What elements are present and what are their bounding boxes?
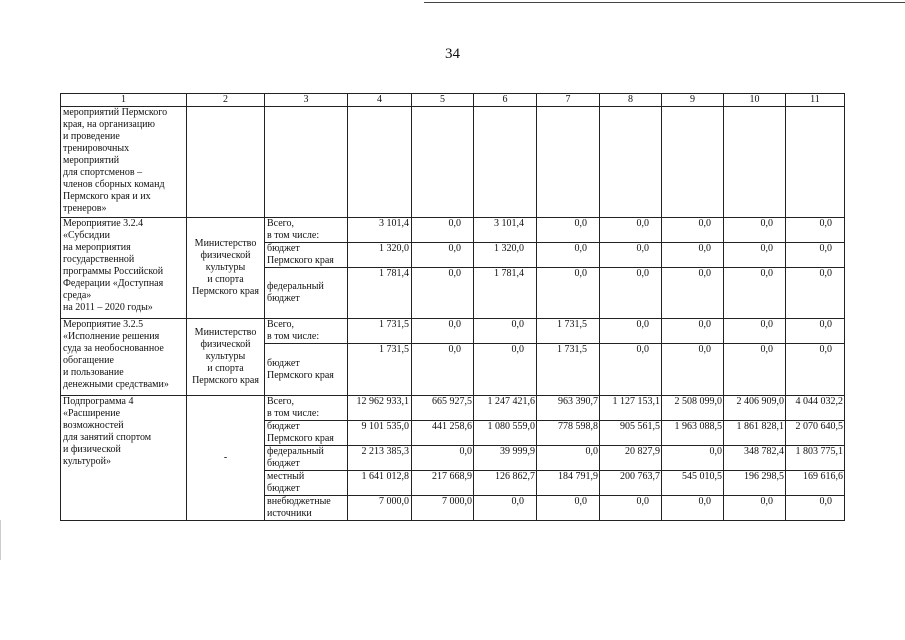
value-cell: 0,0 — [786, 344, 845, 396]
activity-name: Мероприятие 3.2.5 «Исполнение решения суда за необоснованное обогащение и пользование денежными средствами» — [61, 319, 187, 396]
empty-cell — [786, 107, 845, 218]
empty-cell — [412, 107, 474, 218]
funding-source: местный бюджет — [265, 471, 348, 496]
value-cell: 2 213 385,3 — [348, 446, 412, 471]
funding-source: бюджет Пермского края — [265, 421, 348, 446]
value-cell: 0,0 — [600, 496, 662, 521]
value-cell: 0,0 — [724, 243, 786, 268]
value-cell: 0,0 — [662, 446, 724, 471]
value-cell: 0,0 — [662, 319, 724, 344]
value-cell: 963 390,7 — [537, 396, 600, 421]
value-cell: 3 101,4 — [348, 218, 412, 243]
empty-cell — [537, 107, 600, 218]
value-cell: 545 010,5 — [662, 471, 724, 496]
value-cell: 441 258,6 — [412, 421, 474, 446]
value-cell: 184 791,9 — [537, 471, 600, 496]
value-cell: 0,0 — [724, 268, 786, 319]
funding-source: федеральный бюджет — [265, 446, 348, 471]
top-rule — [424, 2, 905, 3]
header-cell: 5 — [412, 94, 474, 107]
value-cell: 0,0 — [537, 268, 600, 319]
empty-cell — [724, 107, 786, 218]
value-cell: 0,0 — [537, 218, 600, 243]
value-cell: 1 963 088,5 — [662, 421, 724, 446]
value-cell: 0,0 — [662, 268, 724, 319]
header-cell: 11 — [786, 94, 845, 107]
value-cell: 1 731,5 — [537, 319, 600, 344]
header-cell: 4 — [348, 94, 412, 107]
value-cell: 0,0 — [537, 243, 600, 268]
value-cell: 0,0 — [786, 268, 845, 319]
funding-source: Всего, в том числе: — [265, 396, 348, 421]
empty-cell — [187, 107, 265, 218]
value-cell: 12 962 933,1 — [348, 396, 412, 421]
executor: - — [187, 396, 265, 521]
value-cell: 0,0 — [412, 268, 474, 319]
page-number: 34 — [445, 46, 460, 62]
value-cell: 0,0 — [474, 496, 537, 521]
value-cell: 0,0 — [600, 319, 662, 344]
value-cell: 0,0 — [786, 319, 845, 344]
value-cell: 1 731,5 — [348, 319, 412, 344]
value-cell: 0,0 — [724, 319, 786, 344]
executor: Министерство физической культуры и спорта Пермского края — [187, 319, 265, 396]
header-cell: 1 — [61, 94, 187, 107]
value-cell: 0,0 — [724, 344, 786, 396]
value-cell: 0,0 — [786, 243, 845, 268]
value-cell: 1 731,5 — [537, 344, 600, 396]
funding-source: бюджет Пермского края — [265, 243, 348, 268]
value-cell: 0,0 — [600, 344, 662, 396]
value-cell: 665 927,5 — [412, 396, 474, 421]
empty-cell — [600, 107, 662, 218]
table-row — [61, 218, 845, 243]
value-cell: 0,0 — [537, 496, 600, 521]
header-cell: 10 — [724, 94, 786, 107]
value-cell: 217 668,9 — [412, 471, 474, 496]
header-cell: 9 — [662, 94, 724, 107]
header-cell: 7 — [537, 94, 600, 107]
table-row — [61, 107, 845, 218]
value-cell: 20 827,9 — [600, 446, 662, 471]
value-cell: 1 781,4 — [474, 268, 537, 319]
value-cell: 0,0 — [786, 496, 845, 521]
value-cell: 0,0 — [412, 243, 474, 268]
value-cell: 0,0 — [412, 319, 474, 344]
value-cell: 348 782,4 — [724, 446, 786, 471]
value-cell: 0,0 — [412, 446, 474, 471]
value-cell: 778 598,8 — [537, 421, 600, 446]
margin-mark — [0, 520, 1, 560]
table-row — [61, 319, 845, 344]
value-cell: 1 247 421,6 — [474, 396, 537, 421]
funding-source: федеральный бюджет — [265, 268, 348, 319]
value-cell: 1 641 012,8 — [348, 471, 412, 496]
value-cell: 0,0 — [662, 243, 724, 268]
value-cell: 0,0 — [662, 218, 724, 243]
value-cell: 39 999,9 — [474, 446, 537, 471]
value-cell: 0,0 — [724, 218, 786, 243]
value-cell: 0,0 — [662, 344, 724, 396]
value-cell: 169 616,6 — [786, 471, 845, 496]
value-cell: 0,0 — [600, 243, 662, 268]
empty-cell — [474, 107, 537, 218]
budget-table-wrapper — [60, 93, 845, 521]
value-cell: 0,0 — [786, 218, 845, 243]
value-cell: 4 044 032,2 — [786, 396, 845, 421]
value-cell: 1 781,4 — [348, 268, 412, 319]
value-cell: 1 127 153,1 — [600, 396, 662, 421]
value-cell: 2 508 099,0 — [662, 396, 724, 421]
value-cell: 905 561,5 — [600, 421, 662, 446]
value-cell: 1 320,0 — [348, 243, 412, 268]
funding-source: внебюджетные источники — [265, 496, 348, 521]
value-cell: 0,0 — [412, 344, 474, 396]
value-cell: 0,0 — [600, 218, 662, 243]
executor: Министерство физической культуры и спорта Пермского края — [187, 218, 265, 319]
header-cell: 3 — [265, 94, 348, 107]
value-cell: 9 101 535,0 — [348, 421, 412, 446]
value-cell: 3 101,4 — [474, 218, 537, 243]
value-cell: 0,0 — [724, 496, 786, 521]
budget-table — [60, 93, 845, 521]
funding-source: Всего, в том числе: — [265, 218, 348, 243]
value-cell: 200 763,7 — [600, 471, 662, 496]
activity-name: мероприятий Пермского края, на организацию и проведение тренировочных мероприятий для спортсменов – членов сборных команд Пермского края и их тренеров» — [61, 107, 187, 218]
value-cell: 1 080 559,0 — [474, 421, 537, 446]
funding-source: бюджет Пермского края — [265, 344, 348, 396]
value-cell: 1 731,5 — [348, 344, 412, 396]
empty-cell — [662, 107, 724, 218]
empty-cell — [265, 107, 348, 218]
value-cell: 0,0 — [474, 344, 537, 396]
value-cell: 0,0 — [412, 218, 474, 243]
value-cell: 1 861 828,1 — [724, 421, 786, 446]
value-cell: 2 406 909,0 — [724, 396, 786, 421]
value-cell: 7 000,0 — [412, 496, 474, 521]
value-cell: 7 000,0 — [348, 496, 412, 521]
value-cell: 1 803 775,1 — [786, 446, 845, 471]
activity-name: Мероприятие 3.2.4 «Субсидии на мероприятия государственной программы Российской Федерации «Доступная среда» на 2011 – 2020 годы» — [61, 218, 187, 319]
header-cell: 8 — [600, 94, 662, 107]
empty-cell — [348, 107, 412, 218]
value-cell: 0,0 — [474, 319, 537, 344]
header-cell: 2 — [187, 94, 265, 107]
value-cell: 0,0 — [537, 446, 600, 471]
value-cell: 1 320,0 — [474, 243, 537, 268]
value-cell: 0,0 — [662, 496, 724, 521]
activity-name: Подпрограмма 4 «Расширение возможностей для занятий спортом и физической культурой» — [61, 396, 187, 521]
value-cell: 126 862,7 — [474, 471, 537, 496]
header-row — [61, 94, 845, 107]
value-cell: 196 298,5 — [724, 471, 786, 496]
funding-source: Всего, в том числе: — [265, 319, 348, 344]
value-cell: 2 070 640,5 — [786, 421, 845, 446]
value-cell: 0,0 — [600, 268, 662, 319]
header-cell: 6 — [474, 94, 537, 107]
table-row — [61, 396, 845, 421]
